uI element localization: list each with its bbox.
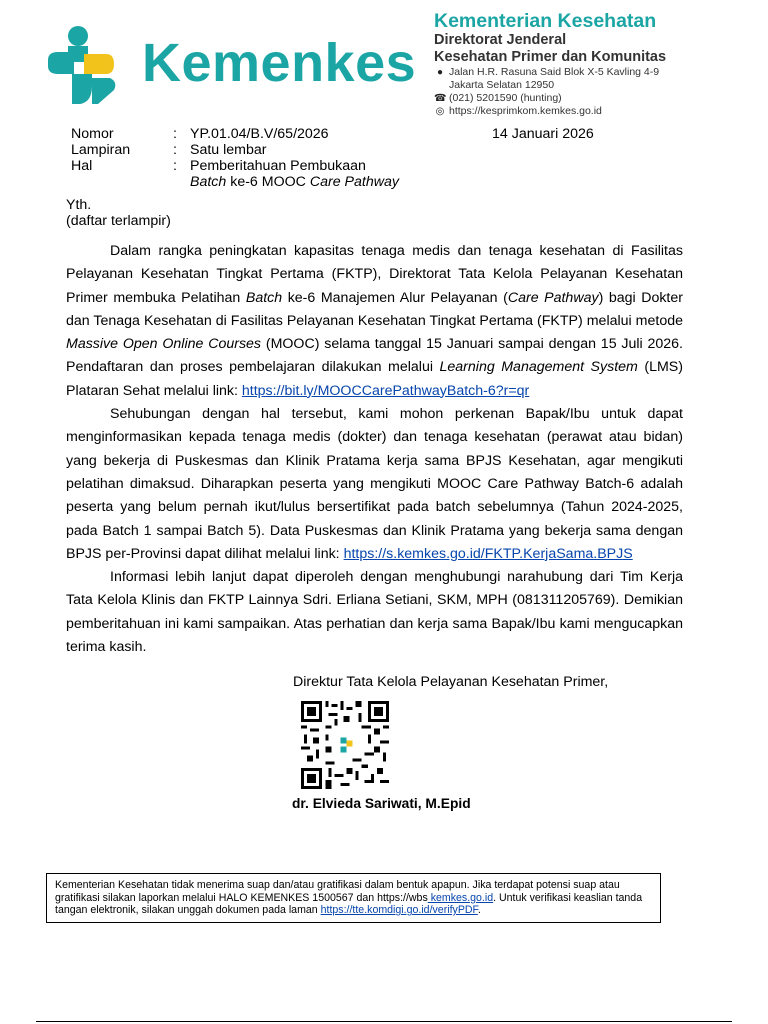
meta-row-nomor [71, 126, 399, 142]
logo-wordmark: Kemenkes [142, 33, 417, 93]
website-text: https://kesprimkom.kemkes.go.id [449, 105, 602, 117]
signatory-title: Direktur Tata Kelola Pelayanan Kesehatan Primer, [293, 674, 609, 690]
org-subtitle-2: Kesehatan Primer dan Komunitas [434, 49, 667, 65]
nomor-value: YP.01.04/B.V/65/2026 [190, 126, 329, 142]
letter-meta [71, 126, 399, 190]
yth-text: Yth. [66, 197, 92, 213]
bpjs-data-link[interactable]: https://s.kemkes.go.id/FKTP.KerjaSama.BPJS [343, 545, 633, 562]
org-header [434, 10, 754, 118]
wbs-link[interactable]: kemkes.go.id [427, 891, 494, 904]
letter-date: 14 Januari 2026 [492, 126, 594, 142]
location-pin-icon: ● [436, 67, 444, 78]
letter-body [66, 240, 683, 659]
separator: : [173, 126, 177, 142]
hal-label: Hal [71, 158, 93, 174]
lampiran-label: Lampiran [71, 142, 131, 158]
meta-row-hal [71, 158, 399, 174]
phone-text: (021) 5201590 (hunting) [449, 92, 562, 104]
meta-row-hal-2 [71, 174, 399, 190]
lampiran-value: Satu lembar [190, 142, 267, 158]
website-line [434, 105, 754, 118]
kemenkes-logo-icon [44, 24, 136, 108]
hal-value-2: Batch ke-6 MOOC Care Pathway [190, 174, 399, 190]
gratification-notice: Kementerian Kesehatan tidak menerima suap dan/atau gratifikasi dalam bentuk apapun. Jika terdapat potensi suap atau gratifikasi silakan laporkan melalui HALO KEMENKES 1500567 dan https://wbs kemkes.go.id. Untuk verifikasi keaslian tanda tangan elektronik, silakan unggah dokumen pada laman https://tte.komdigi.go.id/verifyPDF. [46, 873, 661, 923]
separator: : [173, 142, 177, 158]
verify-pdf-link[interactable]: https://tte.komdigi.go.id/verifyPDF [320, 904, 478, 917]
paragraph-1: Dalam rangka peningkatan kapasitas tenaga medis dan tenaga kesehatan di Fasilitas Pelayanan Kesehatan Tingkat Pertama (FKTP), Direktorat Tata Kelola Pelayanan Kesehatan Primer membuka Pelatihan Batch ke-6 Manajemen Alur Pelayanan (Care Pathway) bagi Dokter dan Tenaga Kesehatan di Fasilitas Pelayanan Kesehatan Tingkat Pertama (FKTP) melalui metode Massive Open Online Courses (MOOC) selama tanggal 15 Januari sampai dengan 15 Juli 2026. Pendaftaran dan proses pembelajaran dilakukan melalui Learning Management System (LMS) Plataran Sehat melalui link: https://bit.ly/MOOCCarePathwayBatch-6?r=qr [66, 243, 684, 399]
nomor-label: Nomor [71, 126, 114, 142]
phone-line [434, 92, 754, 105]
signatory-name: dr. Elvieda Sariwati, M.Epid [292, 796, 471, 811]
paragraph-2: Sehubungan dengan hal tersebut, kami mohon perkenan Bapak/Ibu untuk dapat menginformasikan kepada tenaga medis (dokter) dan tenaga kesehatan (perawat atau bidan) yang bekerja di Puskesmas dan Klinik Pratama kerja sama BPJS Kesehatan, agar mengikuti pelatihan dimaksud. Diharapkan peserta yang mengikuti MOOC Care Pathway Batch-6 adalah peserta yang belum pernah ikut/lulus bersertifikat pada batch sebelumnya (Tahun 2024-2025, pada Batch 1 sampai Batch 5). Data Puskesmas dan Klinik Pratama yang bekerja sama dengan BPJS per-Provinsi dapat dilihat melalui link: https://s.kemkes.go.id/FKTP.KerjaSama.BPJS [66, 406, 683, 562]
address-line-2 [434, 79, 754, 92]
org-subtitle-1: Direktorat Jenderal [434, 32, 567, 48]
paragraph-3: Informasi lebih lanjut dapat diperoleh dengan menghubungi narahubung dari Tim Kerja Tata Kelola Klinis dan FKTP Lainnya Sdri. Erliana Setiani, SKM, MPH (081311205769). Demikian pemberitahuan ini kami sampaikan. Atas perhatian dan kerja sama Bapak/Ibu kami mengucapkan terima kasih. [66, 569, 683, 656]
address-line [434, 66, 754, 79]
separator: : [173, 158, 177, 174]
salutation [66, 197, 171, 229]
phone-icon: ☎ [434, 93, 447, 104]
bottom-divider [36, 1021, 732, 1022]
address-text-2: Jakarta Selatan 12950 [449, 79, 555, 91]
address-text-1: Jalan H.R. Rasuna Said Blok X-5 Kavling 4-9 [449, 66, 660, 78]
recipient-text: (daftar terlampir) [66, 213, 171, 229]
globe-icon: ◎ [435, 106, 445, 117]
org-title: Kementerian Kesehatan [434, 10, 657, 32]
qr-code-signature-icon [301, 701, 389, 789]
lms-link[interactable]: https://bit.ly/MOOCCarePathwayBatch-6?r=qr [241, 382, 530, 399]
hal-value-1: Pemberitahuan Pembukaan [190, 158, 366, 174]
meta-row-lampiran [71, 142, 399, 158]
